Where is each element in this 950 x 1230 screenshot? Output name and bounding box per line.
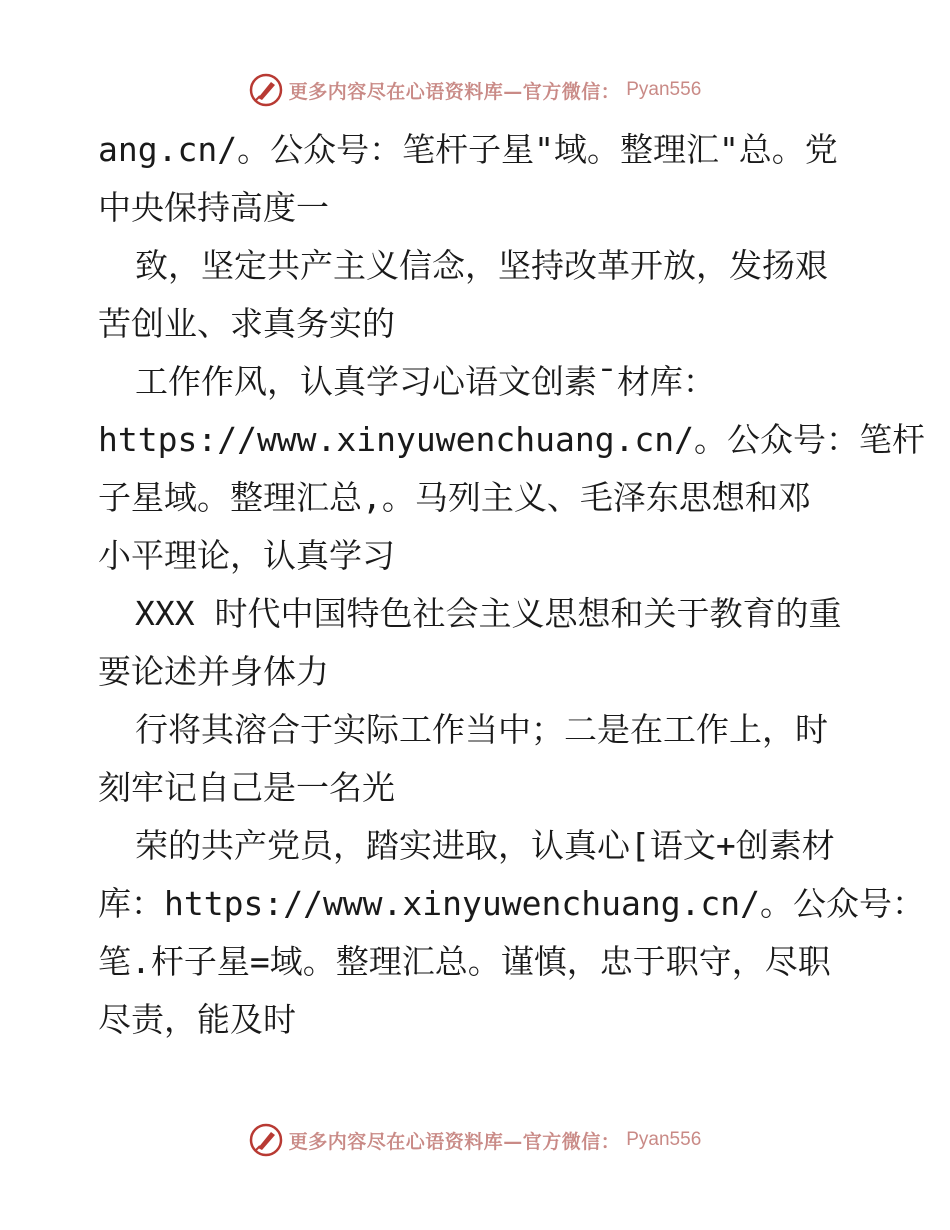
footer-banner-inner xyxy=(249,1123,702,1157)
document-body xyxy=(98,121,926,1049)
text-line: 刻牢记自己是一名光 xyxy=(98,768,395,807)
header-banner-inner xyxy=(249,73,702,107)
text-line: 笔.杆子星=域。整理汇总。谨慎，忠于职守，尽职 xyxy=(98,942,831,981)
quill-pen-logo-icon xyxy=(249,1123,283,1157)
text-line: 工作作风，认真学习心语文创素¯材库： xyxy=(135,362,716,401)
quill-pen-logo-icon xyxy=(249,73,283,107)
banner-wechat-id: Pyan556 xyxy=(626,1129,702,1150)
text-line: 库：https://www.xinyuwenchuang.cn/。公众号： xyxy=(98,884,926,923)
footer-banner xyxy=(0,1120,950,1160)
text-line: 行将其溶合于实际工作当中；二是在工作上，时 xyxy=(135,710,828,749)
text-line: XXX 时代中国特色社会主义思想和关于教育的重 xyxy=(135,594,842,633)
text-line: 中央保持高度一 xyxy=(98,188,329,227)
text-line: 苦创业、求真务实的 xyxy=(98,304,395,343)
text-line: 子星域。整理汇总,。马列主义、毛泽东思想和邓 xyxy=(98,478,811,517)
text-line: 要论述并身体力 xyxy=(98,652,329,691)
banner-wechat-id: Pyan556 xyxy=(626,79,702,100)
text-line: 致，坚定共产主义信念，坚持改革开放，发扬艰 xyxy=(135,246,828,285)
banner-text: 更多内容尽在心语资料库—官方微信： xyxy=(288,80,621,103)
text-line: 小平理论，认真学习 xyxy=(98,536,395,575)
text-line: ang.cn/。公众号：笔杆子星"域。整理汇"总。党 xyxy=(98,130,838,169)
header-banner xyxy=(0,70,950,110)
banner-text: 更多内容尽在心语资料库—官方微信： xyxy=(288,1130,621,1153)
text-line: 尽责，能及时 xyxy=(98,1000,296,1039)
text-line: https://www.xinyuwenchuang.cn/。公众号：笔杆 xyxy=(98,420,926,459)
text-line: 荣的共产党员，踏实进取，认真心[语文+创素材 xyxy=(135,826,835,865)
